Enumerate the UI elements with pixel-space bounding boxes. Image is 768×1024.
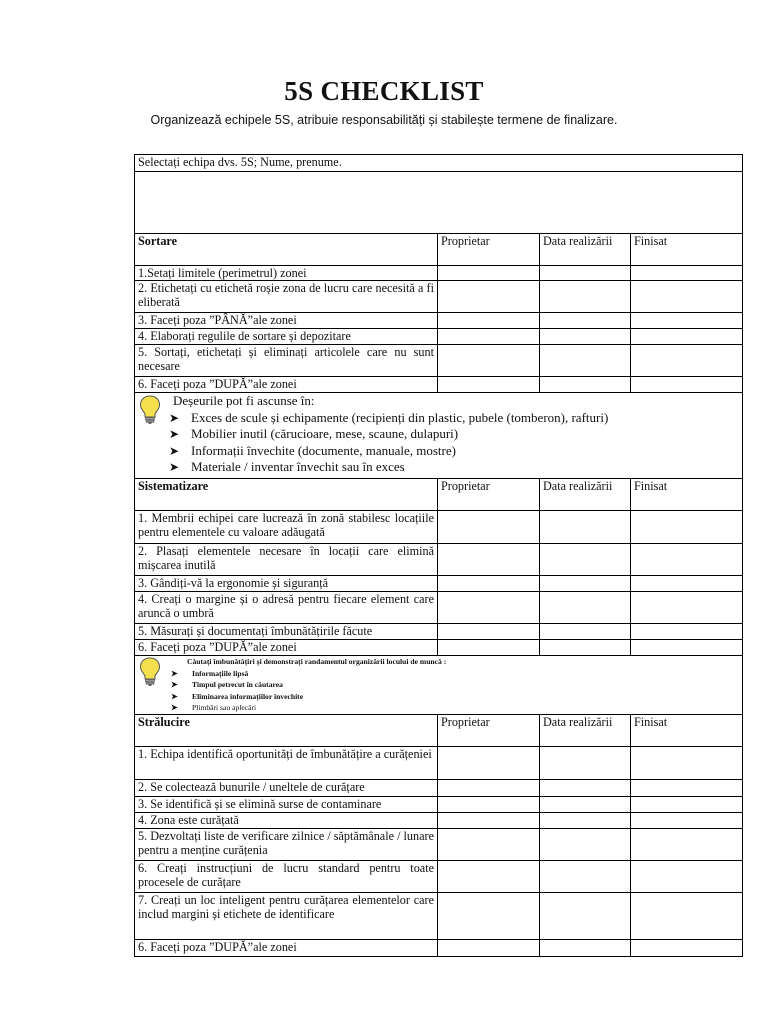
task-row xyxy=(135,281,743,313)
arrow-bullet-icon: ➤ xyxy=(171,691,178,701)
tip-box xyxy=(135,656,743,715)
date-cell[interactable] xyxy=(540,576,631,592)
date-cell[interactable] xyxy=(540,544,631,576)
column-header-owner: Proprietar xyxy=(438,479,540,511)
tip-item: ➤ Mobilier inutil (cărucioare, mese, scaune, dulapuri) xyxy=(169,426,459,441)
section-title xyxy=(135,234,438,266)
owner-cell[interactable] xyxy=(438,281,540,313)
task-row xyxy=(135,576,743,592)
task-row xyxy=(135,747,743,780)
owner-cell[interactable] xyxy=(438,544,540,576)
task-label: 2. Se colectează bunurile / uneltele de curățare xyxy=(135,780,438,797)
done-cell[interactable] xyxy=(631,624,743,640)
tip-heading: Deșeurile pot fi ascunse în: xyxy=(173,393,315,408)
tip-item: ➤ Exces de scule și echipamente (recipienți din plastic, pubele (tomberon), rafturi) xyxy=(169,409,609,425)
done-cell[interactable] xyxy=(631,640,743,656)
task-label: 1.Setați limitele (perimetrul) zonei xyxy=(135,266,438,281)
column-header-date: Data realizării xyxy=(540,479,631,511)
column-header-done: Finisat xyxy=(631,479,743,511)
task-label: 4. Creați o margine și o adresă pentru fiecare element care aruncă o umbră xyxy=(135,592,438,624)
date-cell[interactable] xyxy=(540,329,631,345)
task-row xyxy=(135,797,743,813)
task-row xyxy=(135,780,743,797)
section-title xyxy=(135,715,438,747)
task-label: 5. Dezvoltați liste de verificare zilnice / săptămânale / lunare pentru a menține curățenia xyxy=(135,829,438,861)
task-row xyxy=(135,813,743,829)
section-header-row xyxy=(135,234,743,266)
date-cell[interactable] xyxy=(540,640,631,656)
task-label: 3. Faceți poza ”PÂNĂ”ale zonei xyxy=(135,313,438,329)
owner-cell[interactable] xyxy=(438,329,540,345)
task-label: 5. Măsurați și documentați îmbunătățirile făcute xyxy=(135,624,438,640)
tip-item: ➤ Informații învechite (documente, manuale, mostre) xyxy=(169,442,456,458)
task-row xyxy=(135,861,743,893)
date-cell[interactable] xyxy=(540,511,631,544)
owner-cell[interactable] xyxy=(438,829,540,861)
task-row xyxy=(135,940,743,957)
tip-row xyxy=(135,656,743,715)
owner-cell[interactable] xyxy=(438,893,540,940)
owner-cell[interactable] xyxy=(438,780,540,797)
done-cell[interactable] xyxy=(631,592,743,624)
date-cell[interactable] xyxy=(540,797,631,813)
owner-cell[interactable] xyxy=(438,511,540,544)
date-cell[interactable] xyxy=(540,377,631,393)
owner-cell[interactable] xyxy=(438,797,540,813)
task-label: 3. Se identifică și se elimină surse de contaminare xyxy=(135,797,438,813)
task-label: 3. Gândiți-vă la ergonomie și siguranță xyxy=(135,576,438,592)
date-cell[interactable] xyxy=(540,313,631,329)
owner-cell[interactable] xyxy=(438,813,540,829)
tip-item: ➤ Materiale / inventar învechit sau în exces xyxy=(169,459,405,474)
done-cell[interactable] xyxy=(631,377,743,393)
owner-cell[interactable] xyxy=(438,313,540,329)
team-label: Selectați echipa dvs. 5S; Nume, prenume. xyxy=(138,155,342,169)
task-row xyxy=(135,329,743,345)
done-cell[interactable] xyxy=(631,329,743,345)
tip-list xyxy=(135,668,742,714)
task-row xyxy=(135,345,743,377)
owner-cell[interactable] xyxy=(438,861,540,893)
arrow-bullet-icon: ➤ xyxy=(169,410,180,425)
owner-cell[interactable] xyxy=(438,940,540,957)
date-cell[interactable] xyxy=(540,281,631,313)
tip-item: ➤ Eliminarea informațiilor învechite xyxy=(171,691,304,701)
task-label: 6. Faceți poza ”DUPĂ”ale zonei xyxy=(135,377,438,393)
arrow-bullet-icon: ➤ xyxy=(171,668,178,678)
date-cell[interactable] xyxy=(540,780,631,797)
column-header-date: Data realizării xyxy=(540,234,631,266)
checklist-table xyxy=(134,154,743,957)
done-cell[interactable] xyxy=(631,511,743,544)
arrow-bullet-icon: ➤ xyxy=(169,427,180,441)
date-cell[interactable] xyxy=(540,345,631,377)
done-cell[interactable] xyxy=(631,313,743,329)
column-header-done: Finisat xyxy=(631,715,743,747)
task-label: 6. Creați instrucțiuni de lucru standard pentru toate procesele de curățare xyxy=(135,861,438,893)
date-cell[interactable] xyxy=(540,266,631,281)
task-label: 6. Faceți poza ”DUPĂ”ale zonei xyxy=(135,940,438,957)
date-cell[interactable] xyxy=(540,592,631,624)
done-cell[interactable] xyxy=(631,266,743,281)
tip-box xyxy=(135,393,743,479)
done-cell[interactable] xyxy=(631,576,743,592)
owner-cell[interactable] xyxy=(438,377,540,393)
date-cell[interactable] xyxy=(540,861,631,893)
owner-cell[interactable] xyxy=(438,747,540,780)
section-title-text: Sistematizare xyxy=(138,479,209,493)
owner-cell[interactable] xyxy=(438,592,540,624)
task-label: 7. Creați un loc inteligent pentru curățarea elementelor care includ margini și etichete de identificare xyxy=(135,893,438,940)
task-label: 1. Echipa identifică oportunități de îmbunătățire a curățeniei xyxy=(135,747,438,780)
arrow-bullet-icon: ➤ xyxy=(171,703,178,712)
section-header-row xyxy=(135,715,743,747)
team-input-area[interactable] xyxy=(135,172,743,234)
arrow-bullet-icon: ➤ xyxy=(169,443,180,458)
date-cell[interactable] xyxy=(540,829,631,861)
done-cell[interactable] xyxy=(631,780,743,797)
date-cell[interactable] xyxy=(540,940,631,957)
date-cell[interactable] xyxy=(540,813,631,829)
done-cell[interactable] xyxy=(631,940,743,957)
task-label: 1. Membrii echipei care lucrează în zonă stabilesc locațiile pentru elementele cu valoare adăugată xyxy=(135,511,438,544)
tip-item: ➤ Timpul petrecut în căutarea xyxy=(171,680,283,689)
section-header-row xyxy=(135,479,743,511)
owner-cell[interactable] xyxy=(438,266,540,281)
tip-list xyxy=(135,410,742,476)
done-cell[interactable] xyxy=(631,345,743,377)
done-cell[interactable] xyxy=(631,797,743,813)
tip-heading: Căutați îmbunătățiri și demonstrați randamentul organizării locului de muncă : xyxy=(187,657,447,666)
task-row xyxy=(135,893,743,940)
task-label: 4. Zona este curățată xyxy=(135,813,438,829)
arrow-bullet-icon: ➤ xyxy=(169,460,180,474)
section-title-text: Sortare xyxy=(138,234,178,248)
task-label: 2. Etichetați cu etichetă roșie zona de lucru care necesită a fi eliberată xyxy=(135,281,438,313)
task-row xyxy=(135,592,743,624)
date-cell[interactable] xyxy=(540,893,631,940)
done-cell[interactable] xyxy=(631,861,743,893)
task-label: 5. Sortați, etichetați și eliminați articolele care nu sunt necesare xyxy=(135,345,438,377)
tip-item: ➤ Informațiile lipsă xyxy=(171,668,249,678)
team-label-cell xyxy=(135,155,743,172)
owner-cell[interactable] xyxy=(438,345,540,377)
task-row xyxy=(135,829,743,861)
task-row xyxy=(135,377,743,393)
arrow-bullet-icon: ➤ xyxy=(171,680,178,689)
task-label: 2. Plasați elementele necesare în locații care elimină mișcarea inutilă xyxy=(135,544,438,576)
column-header-date: Data realizării xyxy=(540,715,631,747)
column-header-done: Finisat xyxy=(631,234,743,266)
done-cell[interactable] xyxy=(631,544,743,576)
task-row xyxy=(135,313,743,329)
section-title-text: Strălucire xyxy=(138,715,190,729)
section-title xyxy=(135,479,438,511)
tip-item: ➤ Plimbări sau aplecări xyxy=(171,703,257,712)
owner-cell[interactable] xyxy=(438,640,540,656)
tip-row xyxy=(135,393,743,479)
task-row xyxy=(135,640,743,656)
done-cell[interactable] xyxy=(631,281,743,313)
done-cell[interactable] xyxy=(631,893,743,940)
task-label: 4. Elaborați regulile de sortare și depozitare xyxy=(135,329,438,345)
done-cell[interactable] xyxy=(631,813,743,829)
owner-cell[interactable] xyxy=(438,576,540,592)
task-label: 6. Faceți poza ”DUPĂ”ale zonei xyxy=(135,640,438,656)
date-cell[interactable] xyxy=(540,624,631,640)
date-cell[interactable] xyxy=(540,747,631,780)
task-row xyxy=(135,511,743,544)
page-subtitle: Organizează echipele 5S, atribuie responsabilități și stabilește termene de finalizare. xyxy=(150,113,618,127)
column-header-owner: Proprietar xyxy=(438,234,540,266)
task-row xyxy=(135,266,743,281)
column-header-owner: Proprietar xyxy=(438,715,540,747)
done-cell[interactable] xyxy=(631,829,743,861)
task-row xyxy=(135,624,743,640)
page-title: 5S CHECKLIST xyxy=(284,76,484,106)
done-cell[interactable] xyxy=(631,747,743,780)
task-row xyxy=(135,544,743,576)
owner-cell[interactable] xyxy=(438,624,540,640)
